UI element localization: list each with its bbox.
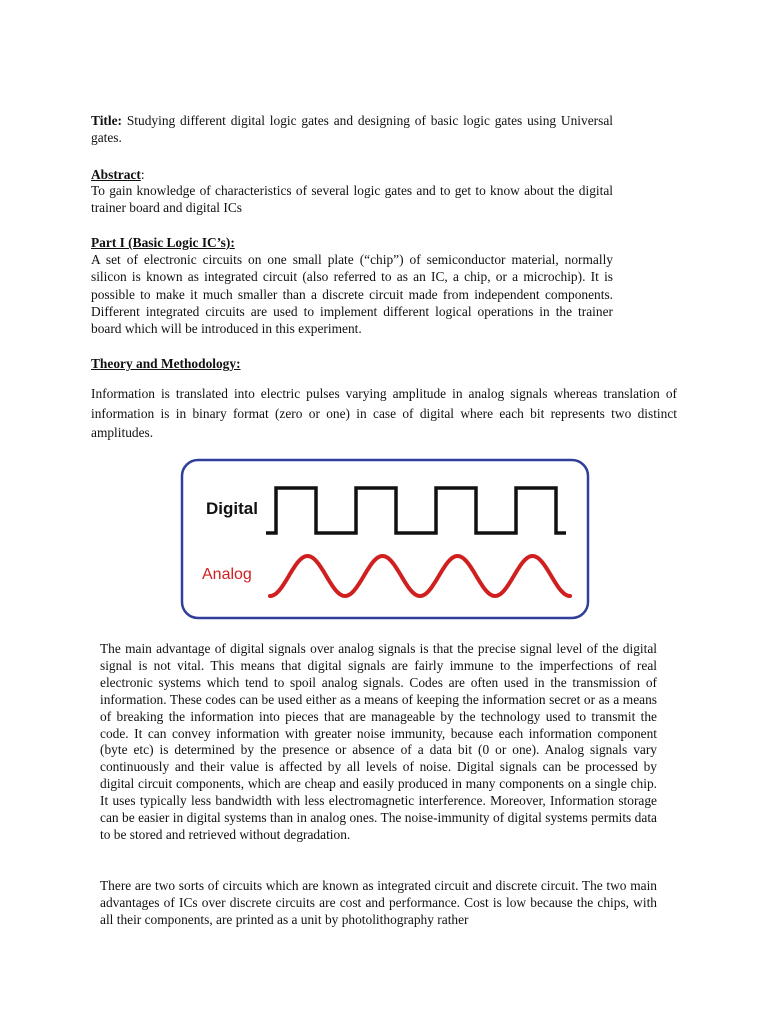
part1-body: A set of electronic circuits on one small plate (“chip”) of semiconductor material, normally silicon is known as integrated circuit (also referred to as an IC, a chip, or a microchip). It is possible to make it much smaller than a discrete circuit made from independent components. Different integrated circuits are used to implement different logical operations in the trainer board which will be introduced in this experiment. <box>91 252 613 337</box>
digital-analog-signal-figure <box>180 458 590 620</box>
theory-body: Information is translated into electric pulses varying amplitude in analog signals whereas translation of information is in binary format (zero or one) in case of digital where each bit represents two distinct amplitudes. <box>91 386 677 440</box>
figure-border <box>182 460 588 618</box>
title-label: Title: <box>91 113 122 128</box>
abstract-heading-line <box>91 166 613 183</box>
analog-label: Analog <box>202 566 252 583</box>
title-paragraph <box>91 112 613 147</box>
part1-heading: Part I (Basic Logic IC’s): <box>91 235 235 250</box>
abstract-body: To gain knowledge of characteristics of several logic gates and to get to know about the digital trainer board and digital ICs <box>91 183 613 216</box>
second-paragraph: There are two sorts of circuits which are known as integrated circuit and discrete circuit. The two main advantages of ICs over discrete circuits are cost and performance. Cost is low because the chips, with all their components, are printed as a unit by photolithography rather <box>100 878 657 927</box>
theory-heading-line <box>91 355 613 372</box>
abstract-heading: Abstract <box>91 167 141 182</box>
main-paragraph: The main advantage of digital signals over analog signals is that the precise signal level of the digital signal is not vital. This means that digital signals are fairly immune to the imperfections of real electronic systems which tend to spoil analog signals. Codes are often used in the transmission of information. These codes can be used either as a means of keeping the information secret or as a means of breaking the information into pieces that are manageable by the technology used to transmit the code. It can convey information with greater noise immunity, because each information component (byte etc) is determined by the presence or absence of a data bit (0 or one). Analog signals vary continuously and their value is affected by all levels of noise. Digital signals can be processed by digital circuit components, which are cheap and easily produced in many components on a single chip. It uses typically less bandwidth with less electromagnetic interference. Moreover, Information storage can be easier in digital systems than in analog ones. The noise-immunity of digital systems permits data to be stored and retrieved without degradation. <box>100 641 657 842</box>
part1-heading-line <box>91 234 613 251</box>
digital-label: Digital <box>206 499 258 518</box>
title-text: Studying different digital logic gates and designing of basic logic gates using Universal gates. <box>91 113 613 146</box>
abstract-colon: : <box>140 167 145 182</box>
theory-heading: Theory and Methodology: <box>91 356 241 371</box>
